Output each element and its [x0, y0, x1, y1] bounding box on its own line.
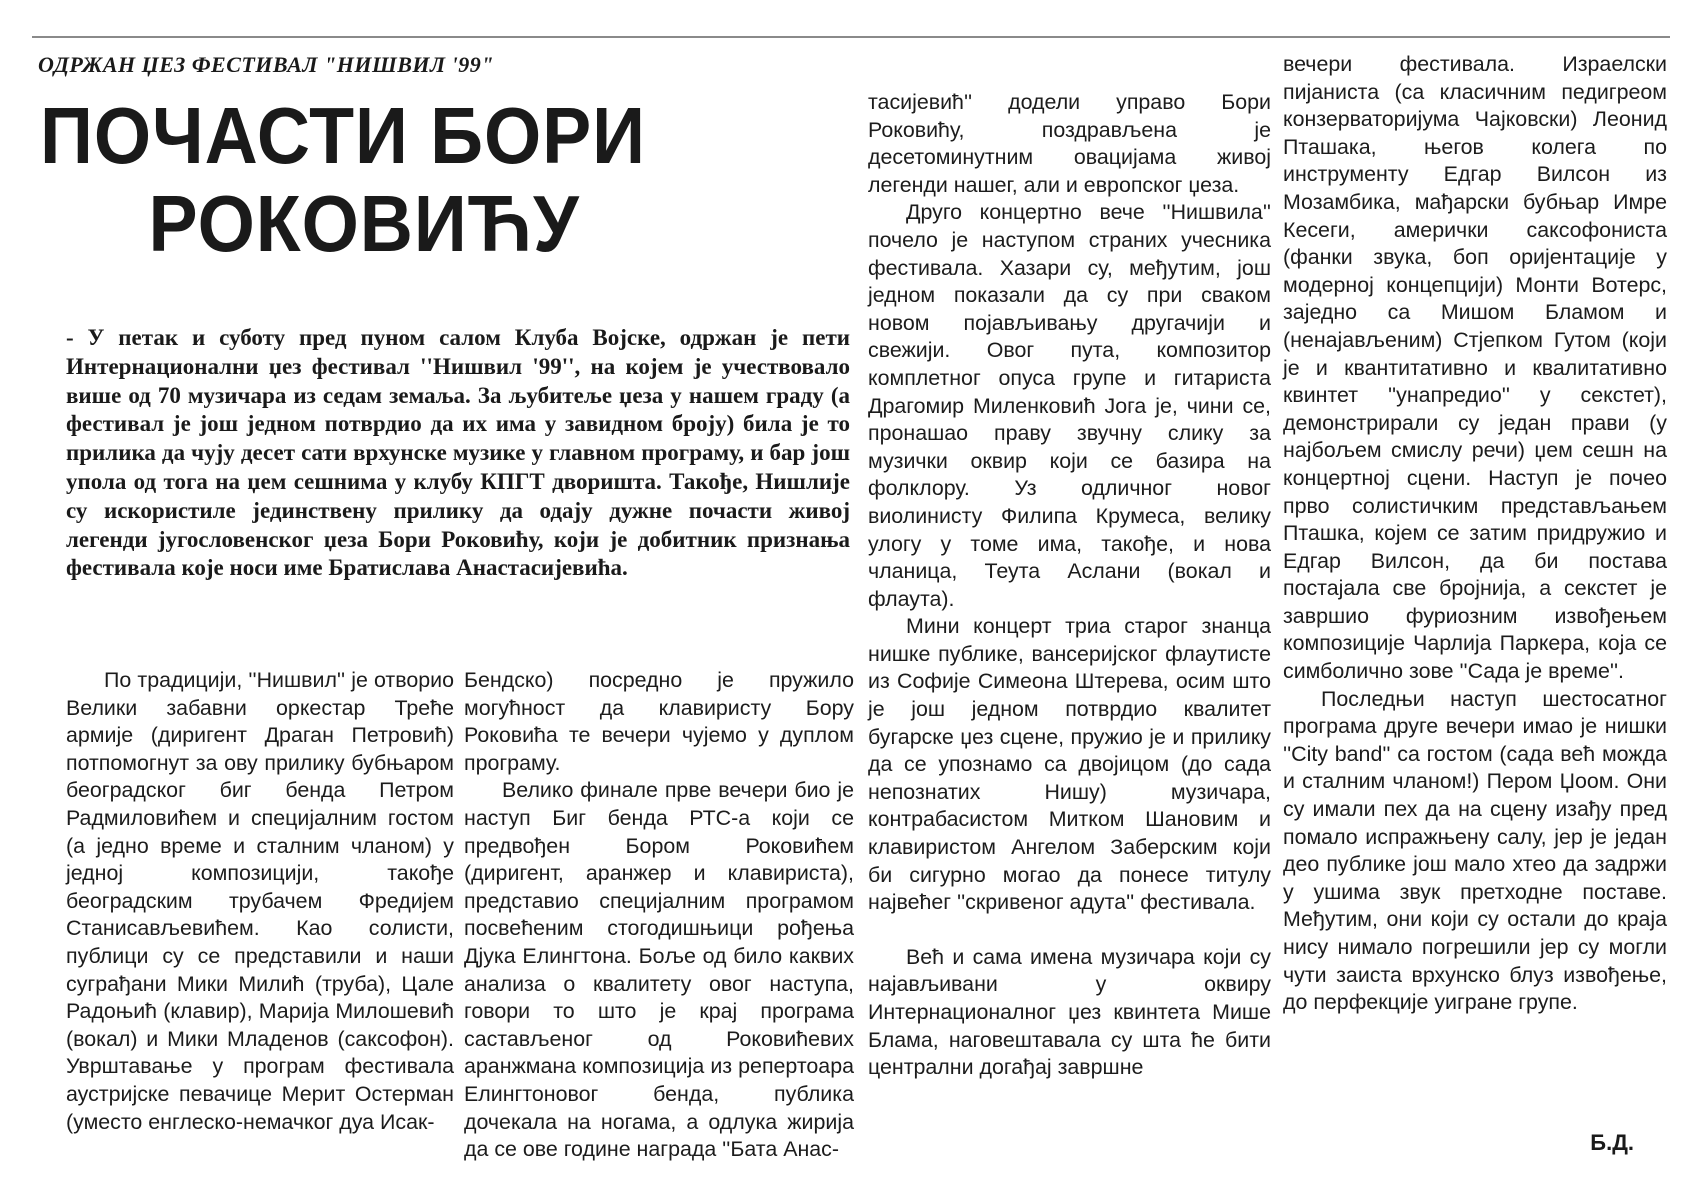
column-3-paragraph-4: Већ и сама имена музичара који су најављивани у оквиру Интернационалног џез квинтета Мише Блама, наговештавала су шта ће бити централни догађај завршне: [868, 944, 1271, 1080]
column-3-paragraph-1: тасијевић'' додели управо Бори Роковићу, поздрављена је десетоминутним овацијама живој легенди нашег, али и европског џеза.: [868, 90, 1271, 197]
column-2-paragraph-1: Бендско) посредно је пружило могућност да клавиристу Бору Роковића те вечери чујемо у дуплом програму.: [464, 668, 854, 775]
headline-line-1: ПОЧАСТИ БОРИ: [40, 91, 646, 180]
column-4-paragraph-2: Последњи наступ шестосатног програма друге вечери имао је нишки ''City band'' са гостом (сада већ можда и сталним чланом!) Пером Џоом. Они су имали пех да на сцену изађу пред помало испражњену салу, јер је један део публике још мало хтео да задржи у ушима звук претходне поставе. Међутим, они који су остали до краја нису нимало погрешили јер су могли чути заиста врхунско блуз извођење, до перфекције уигране групе.: [1283, 686, 1667, 1015]
column-2-paragraph-2: Велико финале прве вечери био је наступ Биг бенда РТС-а који се предвођен Бором Роковићем (диригент, аранжер и клавириста), представио специјалним програмом посвећеним стогодишњици рођења Дјука Елингтона. Боље од било каквих анализа о квалитету овог наступа, говори то што је крај програма састављеног од Роковићевих аранжмана композиција из репертоара Елингтоновог бенда, публика дочекала на ногама, а одлука жирија да се ове године награда ''Бата Анас-: [464, 778, 854, 1162]
column-1-paragraph-1: По традицији, ''Нишвил'' је отворио Велики забавни оркестар Треће армије (диригент Драган Петровић) потпомогнут за ову прилику бубњаром београдског биг бенда Петром Радмиловићем и специјалним гостом (а једно време и сталним чланом) у једној композицији, такође београдским трубачем Фредијем Станисављевићем. Као солисти, публици су се представили и наши суграђани Мики Милић (труба), Цале Радоњић (клавир), Марија Милошевић (вокал) и Мики Младенов (саксофон). Уврштавање у програм фестивала аустријске певачице Мерит Остерман (уместо енглеско-немачког дуа Исак-: [66, 668, 454, 1134]
lead-paragraph: - У петак и суботу пред пуном салом Клуба Војске, одржан је пети Интернационални џез фестивал ''Нишвил '99'', на којем је учествовало више од 70 музичара из седам земаља. За љубитеље џеза у нашем граду (а фестивал је још једном потврдио да их има у завидном броју) била је то прилика да чују десет сати врхунске музике у главном програму, и бар још упола од тога на џем сешнима у клубу КПГТ дворишта. Такође, Нишлије су искористиле јединствену прилику да одају дужне почасти живој легенди југословенског џеза Бори Роковићу, који је добитник признања фестивала које носи име Братислава Анастасијевића.: [66, 325, 850, 581]
column-3: [868, 89, 1271, 1082]
headline: [40, 92, 776, 268]
top-rule: [32, 36, 1670, 38]
column-4-paragraph-1: вечери фестивала. Израелски пијаниста (са класичним педигреом конзерваторијума Чајковски) Леонид Пташака, његов колега по инструменту Едгар Вилсон из Мозамбика, мађарски бубњар Имре Кесеги, амерички саксофониста (фанки звука, боп оријентације у модерној концепцији) Монти Вотерс, заједно са Мишом Бламом и (ненајављеним) Стјепком Гутом (који је и квантитативно и квалитативно квинтет ''унапредио'' у секстет), демонстрирали су један прави (у најбољем смислу речи) џем сешн на концертној сцени. Наступ је почео прво солистичким представљањем Пташка, којем се затим придружио и Едгар Вилсон, да би постава постајала све бројнија, а секстет је завршио фуриозним извођењем композиције Чарлија Паркера, која се симболично зове ''Сада је време''.: [1283, 52, 1667, 684]
kicker: ОДРЖАН ЏЕЗ ФЕСТИВАЛ "НИШВИЛ '99": [38, 52, 494, 77]
newspaper-clipping: [32, 36, 1670, 1176]
author-byline: Б.Д.: [1590, 1130, 1634, 1155]
column-2: [464, 667, 854, 1164]
column-3-paragraph-3: Мини концерт триа старог знанца нишке публике, вансеријског флаутисте из Софије Симеона Штерева, осим што је још једном потврдио квалитет бугарске џез сцене, пружио је и прилику да се упознамо са двојицом (до сада непознатих Нишу) музичара, контрабасистом Митком Шановим и клавиристом Ангелом Заберским који би сигурно могао да понесе титулу највећег ''скривеног адута'' фестивала.: [868, 614, 1271, 915]
headline-line-2: РОКОВИЋУ: [148, 179, 580, 268]
column-4: [1283, 51, 1667, 1017]
column-1: [66, 667, 454, 1136]
column-3-paragraph-2: Друго концертно вече ''Нишвила'' почело је наступом страних учесника фестивала. Хазари су, међутим, још једном показали да су при сваком новом појављивању другачији и свежији. Овог пута, композитор комплетног опуса групе и гитариста Драгомир Миленковић Јога је, чини се, пронашао праву звучну слику за музички оквир који се базира на фолклору. Уз одличног новог виолинисту Филипа Крумеса, велику улогу у томе има, такође, и нова чланица, Теута Аслани (вокал и флаута).: [868, 200, 1271, 611]
